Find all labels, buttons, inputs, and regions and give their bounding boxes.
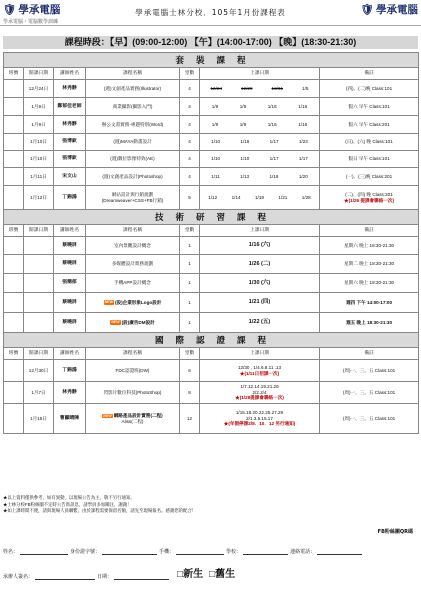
start-date: 1月7日: [24, 382, 54, 404]
course-name: [86, 360, 180, 382]
teacher-name: 張博欽: [54, 134, 86, 151]
teacher-name: 宋文山: [54, 168, 86, 186]
column-header: 備註: [320, 225, 419, 237]
course-name: [86, 255, 180, 274]
teacher-name: 蔡曉屏: [54, 313, 86, 333]
column-header: 開課日期: [24, 68, 54, 80]
course-title: 多媒體設計實務規劃: [111, 261, 154, 267]
class-date: 1/23: [298, 139, 308, 145]
table-row: [4, 116, 419, 134]
class-dates-line: ★(1/11日招課一次): [239, 370, 280, 376]
column-header: 課程名稱: [86, 225, 180, 237]
logo-left: [3, 2, 60, 25]
course-title: 商業攝影(攝影入門): [112, 103, 153, 109]
new-badge: NEW: [104, 300, 113, 305]
start-date: 1月10日: [24, 134, 54, 151]
remark: [320, 293, 419, 313]
start-date: 1月9日: [24, 98, 54, 116]
class-date: 1/17: [269, 139, 279, 145]
start-date: [24, 313, 54, 333]
logo-left-subtitle: 學承電腦・電腦數學訓練: [3, 19, 59, 25]
course-name: [86, 404, 180, 434]
remark-text: 星期二 晚上 18:30-21:30: [344, 261, 395, 267]
date-list: [201, 195, 318, 201]
table-row: [4, 293, 419, 313]
course-subtitle: Aliss(二程): [121, 418, 144, 424]
class-date: 1/14: [231, 194, 241, 200]
id-field[interactable]: [102, 549, 157, 555]
session-count: 8: [180, 382, 200, 404]
column-header: 講師姓名: [54, 68, 86, 80]
course-title: (週)文創產品實務(Illustrator): [103, 85, 162, 91]
table-row: [4, 360, 419, 382]
remark: [320, 274, 419, 293]
remark-text: (日)、(六) 晚 Class:101: [345, 139, 393, 145]
column-header: 講師姓名: [54, 225, 86, 237]
course-title: 辦公文書實務-專題特別(Word): [101, 121, 164, 127]
class-date: 1/30 (六): [248, 279, 271, 286]
class-date: 1/26 (二): [248, 260, 271, 267]
session-count: 12: [180, 404, 200, 434]
remark: [320, 404, 419, 434]
schedule-table: [3, 52, 419, 434]
class-dates: [200, 274, 320, 293]
start-date: 1月10日: [24, 151, 54, 168]
class-date: 1/9: [239, 103, 247, 109]
column-header: 課程名稱: [86, 68, 180, 80]
class-code: [4, 186, 24, 210]
new-badge: NEW: [111, 320, 120, 325]
remark-text: (四)、(二)晚 Class:101: [345, 85, 393, 91]
column-header: 上課日期: [200, 348, 320, 360]
remark-text: 假六 早午 Class:101: [348, 103, 390, 109]
class-date: 1/28: [301, 194, 311, 200]
column-header: 堂數: [180, 225, 200, 237]
start-date: 12月24日: [24, 80, 54, 98]
column-header: 堂數: [180, 68, 200, 80]
date-list: [201, 86, 318, 92]
phone-label: 手機：: [159, 549, 175, 555]
class-date: 1/17: [269, 156, 279, 162]
column-header: 講師姓名: [54, 348, 86, 360]
remark: [320, 134, 419, 151]
class-dates: [200, 293, 320, 313]
remark: [320, 116, 419, 134]
logo-shield-icon: 🛡: [360, 4, 374, 16]
class-dates: [200, 237, 320, 255]
old-student-checkbox[interactable]: □舊生: [209, 569, 236, 580]
teacher-name: 蔡曉屏: [54, 293, 86, 313]
signup-form-row-2: [3, 565, 418, 580]
class-date: 1/16: [267, 103, 277, 109]
section-header: [4, 210, 419, 225]
course-name: [86, 313, 180, 333]
column-header: 備註: [320, 348, 419, 360]
class-date: 1/19: [255, 194, 264, 200]
date-list: [201, 122, 318, 128]
class-dates: [200, 168, 320, 186]
column-header: 開課日期: [24, 348, 54, 360]
class-dates: [200, 80, 320, 98]
class-dates-line: 1/7.12.14.19.21.26: [240, 384, 279, 390]
remark-text: 星期六 晚上 18:30-21:30: [344, 242, 395, 248]
contact-field[interactable]: [317, 549, 362, 555]
remark-text: 週四 下午 14:00-17:00: [346, 299, 393, 305]
session-count: 1: [180, 293, 200, 313]
class-date: 1/16: [298, 121, 308, 127]
remark-text: (周)一、三、五 Class:101: [342, 415, 396, 421]
remark: [320, 313, 419, 333]
date-field[interactable]: [114, 574, 169, 580]
column-header-row: [4, 68, 419, 80]
start-date: 1月9日: [24, 116, 54, 134]
page-header: [0, 0, 421, 26]
teacher-name: 張簡郁: [54, 274, 86, 293]
remark-text: (一)、(三)晚 Class:201: [345, 173, 393, 179]
date-list: [201, 174, 318, 180]
class-date: 1/20: [298, 173, 308, 179]
class-dates-line: 12/30 , 1/4.6.8.11 .13: [237, 365, 282, 370]
session-count: 1: [180, 237, 200, 255]
table-row: [4, 168, 419, 186]
signup-field[interactable]: [35, 574, 95, 580]
note-line: ★如上課時間不便，請與現場人員聯繫，由於課程需要保留名額，請先至現場報名。感謝您的配合！: [3, 508, 197, 513]
class-code: [4, 313, 24, 333]
start-date: 12月30日: [24, 360, 54, 382]
table-row: [4, 404, 419, 434]
class-code: [4, 360, 24, 382]
course-title: (週)文創產品設計(Photoshop): [102, 173, 163, 179]
section-header: [4, 333, 419, 348]
start-date: [24, 274, 54, 293]
teacher-name: 蔡曉屏: [54, 255, 86, 274]
qr-label: FB粉絲團QR碼: [377, 529, 413, 535]
table-row: [4, 313, 419, 333]
class-code: [4, 134, 24, 151]
course-title: 閃影片數位科技(PhotoShop): [103, 389, 162, 395]
date-list: [201, 156, 318, 162]
remark-text: (二)、(四) 晚 Class:201: [345, 192, 393, 197]
column-header: 上課日期: [200, 225, 320, 237]
date-list: [201, 104, 318, 110]
start-date: [24, 255, 54, 274]
class-date: 1/16: [298, 103, 308, 109]
course-title: 手機APP設計概念: [114, 280, 151, 286]
column-header-row: [4, 225, 419, 237]
column-header: 班號: [4, 225, 24, 237]
class-date: 1/16 (六): [248, 242, 271, 249]
session-count: 6: [180, 360, 200, 382]
remark: [320, 255, 419, 274]
remark: [320, 151, 419, 168]
session-count: 4: [180, 151, 200, 168]
class-date: 1/11: [211, 173, 220, 179]
class-date: 1/22 (五): [248, 319, 271, 326]
session-count: 1: [180, 274, 200, 293]
start-date: 1月11日: [24, 168, 54, 186]
class-code: [4, 80, 24, 98]
course-title: (設)企業形象Logo設計: [114, 299, 162, 305]
teacher-name: 丁錫鴻: [54, 360, 86, 382]
remark-text: (周)一、三、五 Class:101: [342, 367, 396, 373]
class-code: [4, 98, 24, 116]
course-name: [86, 237, 180, 255]
class-dates: [200, 255, 320, 274]
teacher-name: 鄭郁佳老師: [54, 98, 86, 116]
class-date: 1/9: [239, 121, 247, 127]
note-line: ★以上資料僅供參考，如有異動，以現場公告為主，敬不另行通知。: [3, 495, 135, 500]
class-date: 1/13: [240, 173, 250, 179]
course-title: (週)數位影像特效(AE): [110, 156, 155, 162]
course-name: [86, 293, 180, 313]
teacher-name: 曹顧晴陳: [54, 404, 86, 434]
table-row: [4, 134, 419, 151]
column-header: 備註: [320, 68, 419, 80]
class-date: 1/10: [240, 156, 250, 162]
phone-field[interactable]: [176, 549, 224, 555]
class-dates: [200, 134, 320, 151]
session-count: 5: [180, 186, 200, 210]
column-header-row: [4, 348, 419, 360]
class-dates: [200, 116, 320, 134]
remark-text: 週五 晚上 18:30-21:30: [346, 319, 393, 325]
logo-right: [361, 2, 418, 17]
date-list: [201, 139, 318, 145]
remark: [320, 382, 419, 404]
remark-text: 假日 早午 Class:101: [348, 156, 390, 162]
remark: [320, 360, 419, 382]
session-count: 4: [180, 116, 200, 134]
new-student-checkbox[interactable]: □新生: [177, 569, 204, 580]
table-row: [4, 186, 419, 210]
course-title: 網站設計與行銷規劃(Dreamweaver+CSS+FB行銷): [101, 192, 164, 203]
class-date: 1/9: [211, 121, 219, 127]
remark: [320, 98, 419, 116]
date-label: 日期：: [97, 574, 113, 580]
signup-form-row-1: [3, 548, 418, 555]
course-title: FDC認證班(DW): [115, 367, 150, 373]
id-label: 身份證字號：: [70, 549, 101, 555]
class-date: 1/9: [211, 103, 219, 109]
remark-text: 星期六 晚上 18:30-21:30: [344, 280, 395, 286]
course-title: 室內景觀設計概念: [114, 242, 151, 248]
class-date: 1/12: [208, 194, 218, 200]
class-code: [4, 293, 24, 313]
class-date: 1/21 (四): [248, 299, 271, 306]
class-date: 12/24: [210, 85, 222, 91]
class-dates: [200, 98, 320, 116]
course-name: [86, 382, 180, 404]
logo-left-text: 學承電腦: [18, 4, 61, 16]
class-dates: [200, 186, 320, 210]
table-row: [4, 80, 419, 98]
remark: [320, 168, 419, 186]
note-line: ★士林分校FB粉絲團不定時公告新訊息，請學員多加關注，謝謝！: [3, 501, 132, 507]
course-name: [86, 274, 180, 293]
start-date: [24, 293, 54, 313]
session-count: 1: [180, 313, 200, 333]
class-code: [4, 237, 24, 255]
teacher-name: 林秀靜: [54, 116, 86, 134]
session-count: 4: [180, 168, 200, 186]
class-dates: [200, 382, 320, 404]
session-count: 4: [180, 134, 200, 151]
table-row: [4, 255, 419, 274]
remark: [320, 186, 419, 210]
class-code: [4, 168, 24, 186]
class-code: [4, 116, 24, 134]
class-code: [4, 151, 24, 168]
course-name: [86, 168, 180, 186]
section-title: 套裝課程: [4, 53, 419, 68]
time-slots-bar: 課程時段：【早】(09:00-12:00) 【午】(14:00-17:00) 【晚】(18:30-21:30): [3, 36, 418, 49]
column-header: 上課日期: [200, 68, 320, 80]
signup-label: 承辦人簽名：: [3, 574, 34, 580]
start-date: [24, 237, 54, 255]
class-date: 12/29: [241, 85, 253, 91]
session-count: 4: [180, 80, 200, 98]
class-date: 1/10: [211, 139, 221, 145]
course-title: (設)廣告DM設計: [121, 319, 155, 325]
start-date: 1月15日: [24, 404, 54, 434]
class-date: 1/18: [269, 173, 279, 179]
class-date: 1/16: [267, 121, 277, 127]
course-title: 網路產品設計實務(二程): [113, 413, 163, 418]
remark: [320, 237, 419, 255]
class-date: 1/5: [302, 85, 309, 91]
section-title: 技術研習課程: [4, 210, 419, 225]
course-title: (週)MAYA動畫設計: [113, 139, 152, 145]
table-row: [4, 274, 419, 293]
class-dates: [200, 404, 320, 434]
name-label: 姓名：: [3, 549, 19, 555]
column-header: 班號: [4, 348, 24, 360]
course-name: [86, 134, 180, 151]
teacher-name: 林秀靜: [54, 80, 86, 98]
class-code: [4, 404, 24, 434]
course-name: [86, 116, 180, 134]
class-dates-line: 2/2.2/4: [252, 389, 267, 395]
column-header: 課程名稱: [86, 348, 180, 360]
class-dates: [200, 151, 320, 168]
class-date: 12/31: [271, 85, 284, 91]
remark-text: (周)一、三、五 Class:101: [342, 389, 396, 395]
teacher-name: 丁錫鴻: [54, 186, 86, 210]
contact-label: 連絡電話：: [290, 549, 316, 555]
column-header: 班號: [4, 68, 24, 80]
table-row: [4, 151, 419, 168]
class-dates-line: 1/15.18.20.22.25.27.29: [235, 410, 284, 416]
column-header: 堂數: [180, 348, 200, 360]
course-name: [86, 98, 180, 116]
section-header: [4, 53, 419, 68]
class-dates-note: ★(1/28提課會聯絡一次): [235, 395, 284, 401]
page-title: 學承電腦士林分校．105年1月份課程表: [135, 8, 286, 17]
class-date: 1/21: [278, 194, 288, 200]
remark-note: ★(1/26 提課會聯絡一次): [344, 197, 395, 203]
table-row: [4, 98, 419, 116]
class-dates-note: ★(年假停課2/8．10．12 另行通知): [223, 421, 296, 427]
remark-text: 假六 早午 Class:201: [348, 121, 390, 127]
session-count: 1: [180, 255, 200, 274]
class-code: [4, 274, 24, 293]
name-field[interactable]: [20, 549, 68, 555]
class-date: 1/16: [240, 139, 250, 145]
class-date: 1/10: [211, 156, 221, 162]
table-row: [4, 237, 419, 255]
course-name: [86, 186, 180, 210]
teacher-name: 蔡曉屏: [54, 237, 86, 255]
class-code: [4, 255, 24, 274]
course-name: [86, 151, 180, 168]
logo-shield-icon: 🛡: [3, 4, 17, 16]
class-date: 1/17: [298, 156, 308, 162]
logo-right-text: 學承電腦: [376, 4, 418, 16]
class-dates-line: 2/1.3.5.15.17: [246, 415, 273, 421]
teacher-name: 張博欽: [54, 151, 86, 168]
remark: [320, 80, 419, 98]
new-badge: NEW: [103, 413, 112, 418]
section-title: 國際認證課程: [4, 333, 419, 348]
table-row: [4, 382, 419, 404]
class-dates: [200, 360, 320, 382]
school-field[interactable]: [243, 549, 288, 555]
teacher-name: 林秀靜: [54, 382, 86, 404]
start-date: 1月12日: [24, 186, 54, 210]
column-header: 開課日期: [24, 225, 54, 237]
class-code: [4, 382, 24, 404]
notes: [3, 495, 303, 515]
session-count: 4: [180, 98, 200, 116]
course-name: [86, 80, 180, 98]
class-dates: [200, 313, 320, 333]
school-label: 學校：: [226, 549, 242, 555]
